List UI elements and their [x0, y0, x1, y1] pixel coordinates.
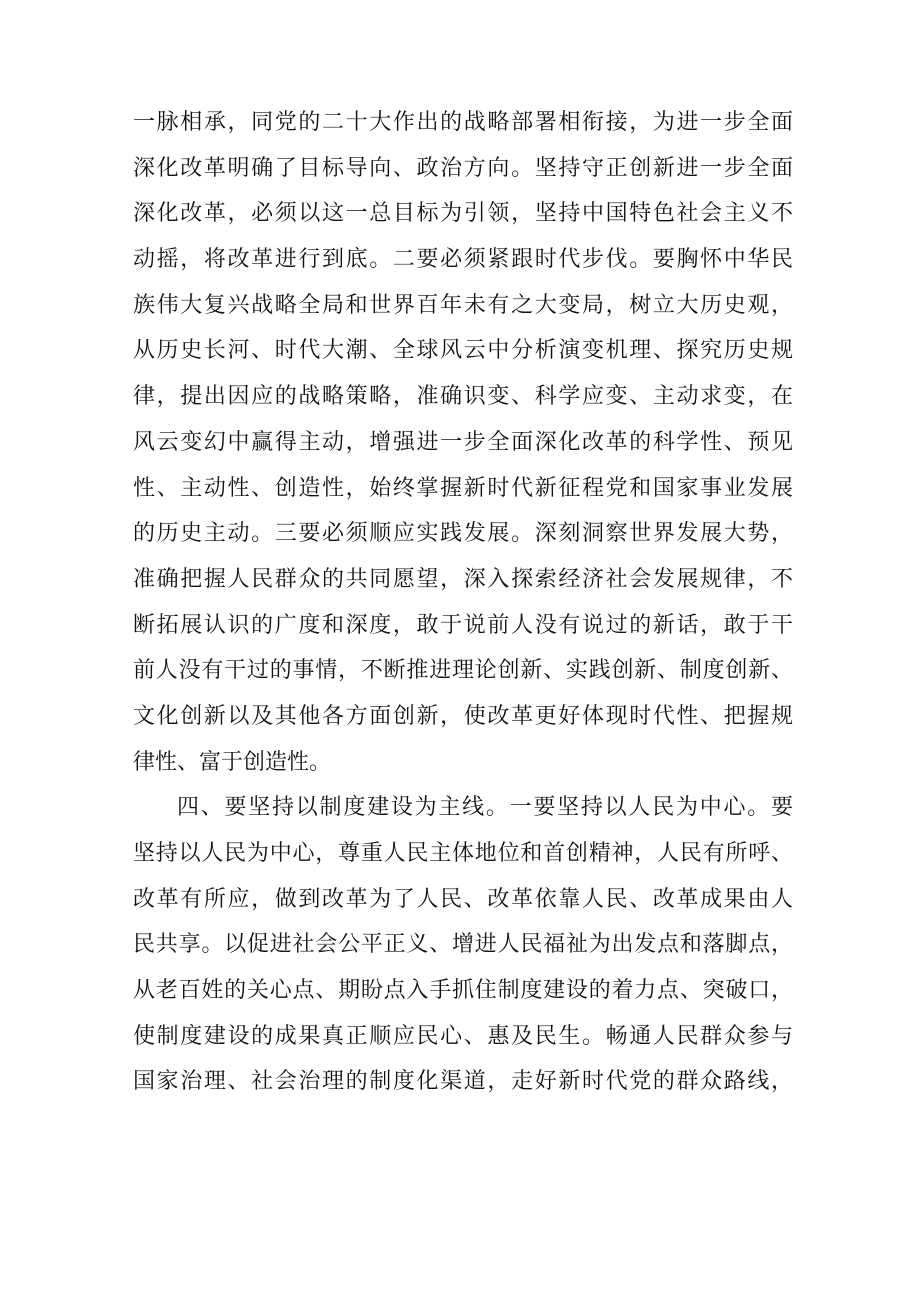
body-text — [133, 100, 793, 1105]
text-line: 从老百姓的关心点、期盼点入手抓住制度建设的着力点、突破口， — [133, 978, 793, 1004]
text-line: 文化创新以及其他各方面创新，使改革更好体现时代性、把握规 — [133, 703, 793, 729]
text-line: 的历史主动。三要必须顺应实践发展。深刻洞察世界发展大势， — [133, 521, 793, 547]
text-line: 前人没有干过的事情，不断推进理论创新、实践创新、制度创新、 — [133, 658, 793, 684]
text-line: 改革有所应，做到改革为了人民、改革依靠人民、改革成果由人 — [133, 886, 793, 912]
text-line: 坚持以人民为中心，尊重人民主体地位和首创精神，人民有所呼、 — [133, 841, 793, 866]
text-line: 四、要坚持以制度建设为主线。一要坚持以人民为中心。要 — [177, 795, 793, 821]
text-line: 民共享。以促进社会公平正义、增进人民福祉为出发点和落脚点， — [133, 932, 793, 958]
text-line: 深化改革，必须以这一总目标为引领，坚持中国特色社会主义不 — [133, 201, 793, 227]
text-line: 国家治理、社会治理的制度化渠道，走好新时代党的群众路线， — [133, 1069, 793, 1095]
paragraph-four — [133, 785, 793, 1105]
paragraph-continued — [133, 100, 793, 785]
text-line: 律性、富于创造性。 — [133, 749, 332, 775]
text-line: 律，提出因应的战略策略，准确识变、科学应变、主动求变，在 — [133, 384, 793, 410]
text-line: 从历史长河、时代大潮、全球风云中分析演变机理、探究历史规 — [133, 338, 793, 364]
text-line: 断拓展认识的广度和深度，敢于说前人没有说过的新话，敢于干 — [133, 612, 793, 638]
text-line: 深化改革明确了目标导向、政治方向。坚持守正创新进一步全面 — [133, 155, 793, 181]
text-line: 风云变幻中赢得主动，增强进一步全面深化改革的科学性、预见 — [133, 429, 793, 455]
text-line: 一脉相承，同党的二十大作出的战略部署相衔接，为进一步全面 — [133, 110, 793, 135]
text-line: 族伟大复兴战略全局和世界百年未有之大变局，树立大历史观， — [133, 292, 793, 318]
text-line: 动摇，将改革进行到底。二要必须紧跟时代步伐。要胸怀中华民 — [133, 247, 793, 273]
text-line: 准确把握人民群众的共同愿望，深入探索经济社会发展规律，不 — [133, 566, 793, 592]
text-line: 使制度建设的成果真正顺应民心、惠及民生。畅通人民群众参与 — [133, 1023, 793, 1049]
text-line: 性、主动性、创造性，始终掌握新时代新征程党和国家事业发展 — [133, 475, 793, 501]
